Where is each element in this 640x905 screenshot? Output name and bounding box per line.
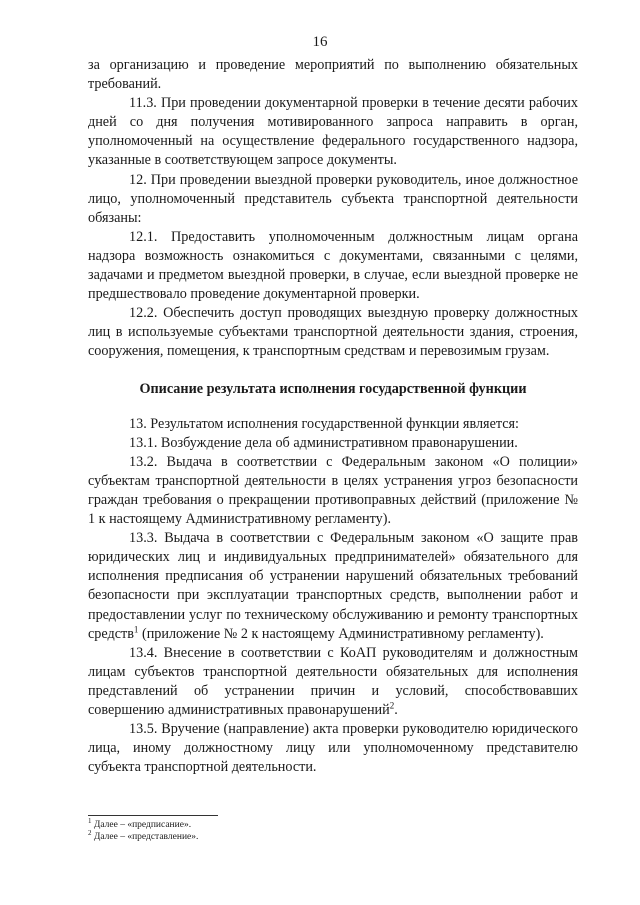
paragraph-13-4-text-end: . <box>394 702 398 718</box>
footnote-2 <box>88 828 578 844</box>
paragraph-13-4 <box>88 644 578 720</box>
footnote-1 <box>88 816 578 832</box>
paragraph-13-3 <box>88 529 578 644</box>
paragraph-13-4-text: 13.4. Внесение в соответствии с КоАП руководителям и должностным лицам субъектов транспортной деятельности обязательных для исполнения представлений об устранении причин и условий, способствовавших совершению административных правонарушений <box>88 644 578 718</box>
paragraph-12-2: 12.2. Обеспечить доступ проводящих выездную проверку должностных лиц в используемые субъектами транспортной деятельности здания, строения, сооружения, помещения, к транспортным средствам и перевозимым грузам. <box>88 305 578 360</box>
document-body <box>88 56 578 777</box>
footnote-ref-2[interactable]: 2 <box>389 700 395 711</box>
paragraph-12: 12. При проведении выездной проверки руководитель, иное должностное лицо, уполномоченный представитель субъекта транспортной деятельности обязаны: <box>88 171 578 226</box>
footnotes <box>88 815 578 843</box>
footnote-1-text: Далее – «предписание». <box>91 820 192 830</box>
paragraph-11-3: 11.3. При проведении документарной проверки в течение десяти рабочих дней со дня получения мотивированного запроса направить в орган, уполномоченный на осуществление федерального государственного надзора, указанные в соответствующем запросе документы. <box>88 95 578 169</box>
footnote-mark-1: 1 <box>88 816 92 825</box>
paragraph-13: 13. Результатом исполнения государственной функции является: <box>129 415 520 432</box>
paragraph-13-1: 13.1. Возбуждение дела об административном правонарушении. <box>129 434 518 451</box>
paragraph-13-2: 13.2. Выдача в соответствии с Федеральным законом «О полиции» субъектам транспортной деятельности в целях устранения угроз безопасности граждан требования о прекращении противоправных действий (приложение № 1 к настоящему Административному регламенту). <box>88 453 578 528</box>
paragraph-continuation: за организацию и проведение мероприятий по выполнению обязательных требований. <box>88 57 578 93</box>
paragraph-13-3-text-end: (приложение № 2 к настоящему Административному регламенту). <box>138 625 544 642</box>
section-heading: Описание результата исполнения государственной функции <box>139 380 527 397</box>
paragraph-13-3-text: 13.3. Выдача в соответствии с Федеральным законом «О защите прав юридических лиц и индивидуальных предпринимателей» обязательного для исполнения предписания об устранении нарушений обязательных требований безопасности при эксплуатации транспортных средств, выполнении работ и предоставлении услуг по техническому обслуживанию и ремонту транспортных средств <box>88 530 578 642</box>
paragraph-13-5: 13.5. Вручение (направление) акта проверки руководителю юридического лица, иному должностному лицу или уполномоченному представителю субъекта транспортной деятельности. <box>88 721 578 776</box>
page-number: 16 <box>312 34 328 50</box>
footnote-ref-1[interactable]: 1 <box>133 623 139 634</box>
footnote-divider <box>88 815 218 816</box>
paragraph-12-1: 12.1. Предоставить уполномоченным должностным лицам органа надзора возможность ознакомиться с документами, связанными с целями, задачами и предметом выездной проверки, в случае, если выездной проверке не предшествовало проведение документарной проверки. <box>88 228 578 303</box>
footnote-2-text: Далее – «представление». <box>91 831 199 842</box>
footnote-mark-2: 2 <box>88 828 92 837</box>
